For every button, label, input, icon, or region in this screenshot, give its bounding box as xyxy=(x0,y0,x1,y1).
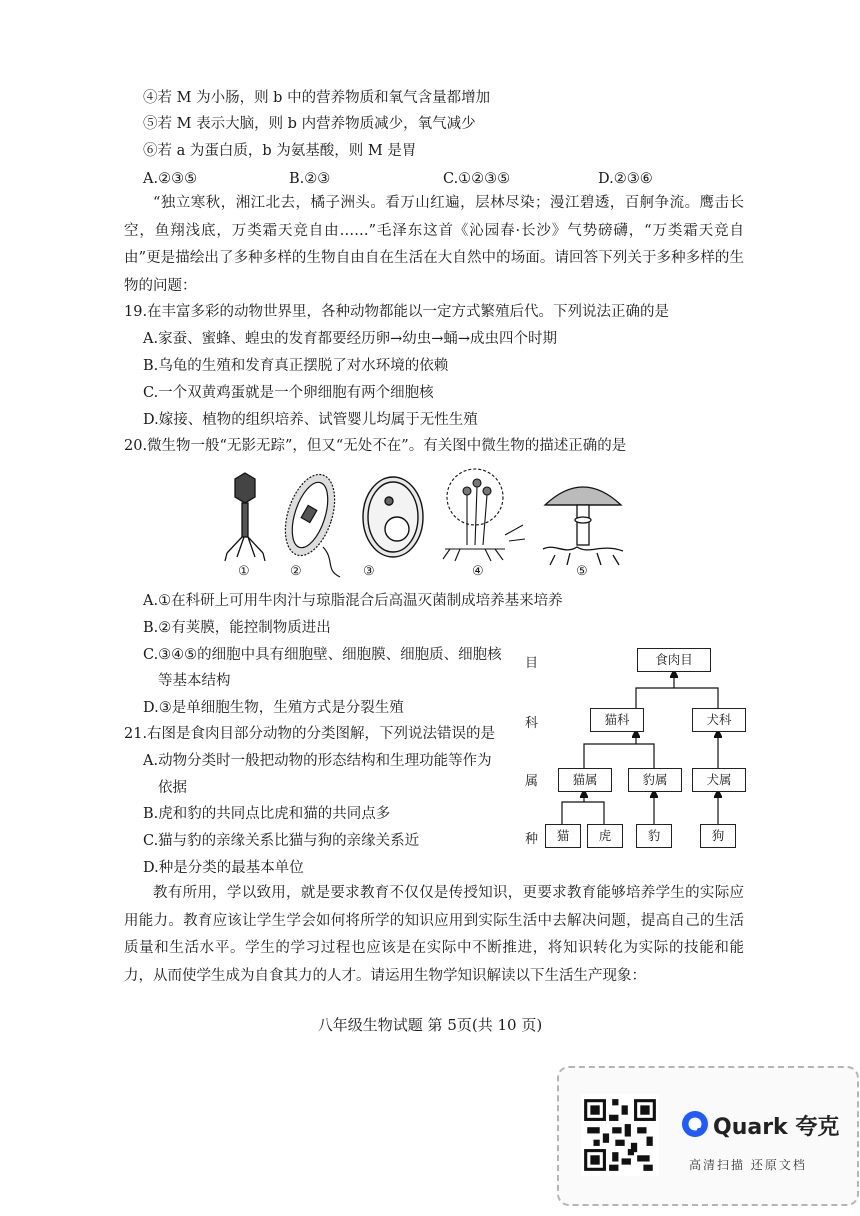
page-footer: 八年级生物试题 第 5页(共 10 页) xyxy=(317,1016,543,1034)
q20-option-d: D.③是单细胞生物，生殖方式是分裂生殖 xyxy=(143,700,404,716)
node-genus-cat: 猫属 xyxy=(558,768,612,792)
node-genus-dog: 犬属 xyxy=(692,768,746,792)
rank-genus-label: 属 xyxy=(525,774,539,789)
mushroom-icon xyxy=(543,487,623,565)
q20-option-a: A.①在科研上可用牛肉汁与琼脂混合后高温灭菌制成培养基来培养 xyxy=(143,593,563,609)
q19-option-a: A.家蚕、蜜蜂、蝗虫的发育都要经历卵→幼虫→蛹→成虫四个时期 xyxy=(143,331,558,347)
qr-code-icon xyxy=(581,1094,659,1176)
node-species-cat: 猫 xyxy=(545,824,581,848)
node-species-dog: 狗 xyxy=(700,824,736,848)
q21-stem: 21.右图是食肉目部分动物的分类图解，下列说法错误的是 xyxy=(124,726,496,742)
q20-stem: 20.微生物一般“无影无踪”，但又“无处不在”。有关图中微生物的描述正确的是 xyxy=(124,438,627,454)
q18-item-6: ⑥若 a 为蛋白质，b 为氨基酸，则 M 是胃 xyxy=(143,143,417,159)
q19-option-b: B.乌龟的生殖和发育真正摆脱了对水环境的依赖 xyxy=(143,358,449,374)
quark-slogan: 高清扫描 还原文档 xyxy=(689,1158,807,1172)
quark-brand-text: Quark 夸克 xyxy=(713,1115,840,1140)
node-family-dog: 犬科 xyxy=(692,708,746,732)
q21-option-d: D.种是分类的最基本单位 xyxy=(143,860,304,876)
node-species-leopard: 豹 xyxy=(636,824,672,848)
node-genus-leopard: 豹属 xyxy=(628,768,682,792)
bacterium-icon xyxy=(276,468,344,577)
rank-order-label: 目 xyxy=(525,656,539,671)
figure-label-3: ③ xyxy=(363,564,375,579)
yeast-icon xyxy=(363,477,423,557)
q18-item-4: ④若 M 为小肠，则 b 中的营养物质和氧气含量都增加 xyxy=(143,90,491,106)
mold-icon xyxy=(443,469,525,561)
figure-label-5: ⑤ xyxy=(576,564,588,579)
q21-option-a-cont: 依据 xyxy=(158,780,187,796)
q18-option-a: A.②③⑤ xyxy=(143,171,198,187)
q18-option-d: D.②③⑥ xyxy=(598,171,653,187)
q20-option-c-cont: 等基本结构 xyxy=(158,673,231,689)
intro-paragraph-application: 教有所用，学以致用，就是要求教育不仅仅是传授知识，更要求教育能够培养学生的实际应用能力。教育应该让学生学会如何将所学的知识应用到实际生活中去解决问题，提高自己的生活质量和生活水平。学生的学习过程也应该是在实际中不断推进，将知识转化为实际的技能和能力，从而使学生成为自食其力的人才。请运用生物学知识解读以下生活生产现象： xyxy=(124,885,744,984)
figure-label-1: ① xyxy=(238,564,250,579)
bacteriophage-icon xyxy=(225,473,265,561)
q21-option-b: B.虎和豹的共同点比虎和猫的共同点多 xyxy=(143,806,391,822)
q18-option-c: C.①②③⑤ xyxy=(443,171,511,187)
q18-item-5: ⑤若 M 表示大脑，则 b 内营养物质减少，氧气减少 xyxy=(143,116,476,132)
q21-option-c: C.猫与豹的亲缘关系比猫与狗的亲缘关系近 xyxy=(143,833,420,849)
quark-watermark xyxy=(557,1066,859,1206)
q20-option-c: C.③④⑤的细胞中具有细胞壁、细胞膜、细胞质、细胞核 xyxy=(143,647,502,663)
node-order: 食肉目 xyxy=(637,648,711,672)
q19-stem: 19.在丰富多彩的动物世界里，各种动物都能以一定方式繁殖后代。下列说法正确的是 xyxy=(124,304,670,320)
q18-option-b: B.②③ xyxy=(289,171,331,187)
q19-option-d: D.嫁接、植物的组织培养、试管婴儿均属于无性生殖 xyxy=(143,412,478,428)
figure-label-4: ④ xyxy=(472,564,484,579)
node-species-tiger: 虎 xyxy=(587,824,623,848)
rank-family-label: 科 xyxy=(525,716,539,731)
node-family-cat: 猫科 xyxy=(590,708,644,732)
q21-option-a: A.动物分类时一般把动物的形态结构和生理功能等作为 xyxy=(143,753,492,769)
q20-option-b: B.②有荚膜，能控制物质进出 xyxy=(143,620,331,636)
intro-paragraph-poem: “独立寒秋，湘江北去，橘子洲头。看万山红遍，层林尽染；漫江碧透，百舸争流。鹰击长空，鱼翔浅底，万类霜天竞自由……”毛泽东这首《沁园春·长沙》气势磅礴，“万类霜天竞自由”更是描绘出了多种多样的生物自由自在生活在大自然中的场面。请回答下列关于多种多样的生物的问题： xyxy=(124,195,744,294)
figure-label-2: ② xyxy=(290,564,302,579)
rank-species-label: 种 xyxy=(525,832,539,847)
quark-logo-icon xyxy=(681,1110,709,1138)
q19-option-c: C.一个双黄鸡蛋就是一个卵细胞有两个细胞核 xyxy=(143,385,434,401)
